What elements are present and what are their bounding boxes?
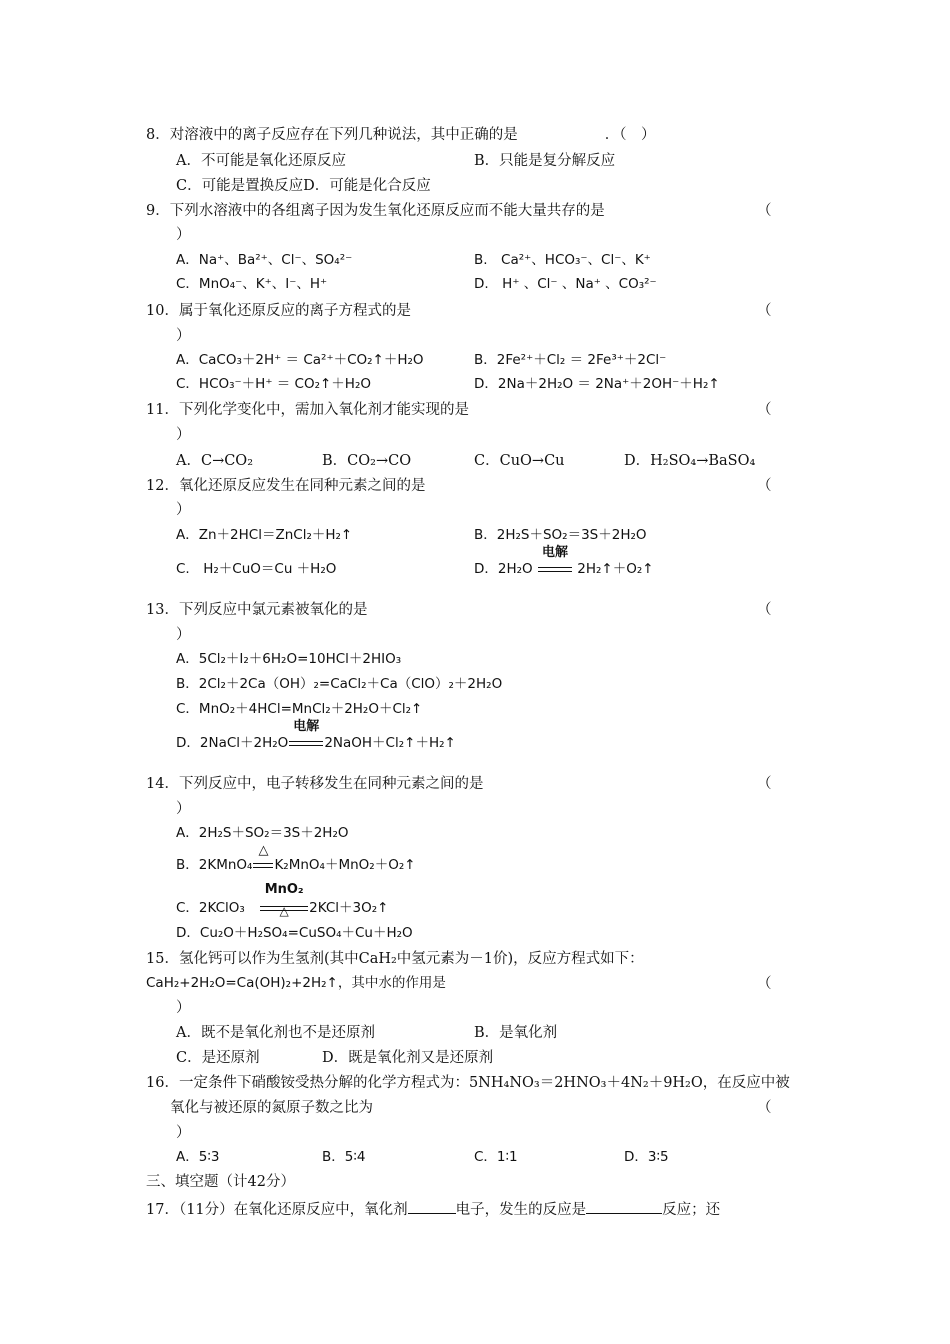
q15-stem-line2: CaH₂+2H₂O=Ca(OH)₂+2H₂↑，其中水的作用是: [146, 975, 446, 991]
q9-paren-right: ）: [176, 227, 191, 243]
q9-option-c: C．MnO₄⁻、K⁺、I⁻、H⁺: [176, 276, 328, 292]
q13-d-left: D．2NaCl＋2H₂O: [176, 735, 289, 751]
q8-stem: 8．对溶液中的离子反应存在下列几种说法，其中正确的是 ．（ ）: [146, 127, 656, 143]
q9-option-b: B. Ca²⁺、HCO₃⁻、Cl⁻、K⁺: [474, 252, 651, 268]
q14-b-right: K₂MnO₄＋MnO₂＋O₂↑: [274, 857, 416, 873]
answer-blank[interactable]: [586, 1200, 662, 1214]
q16-paren-right: ）: [176, 1125, 191, 1141]
q9-option-a: A．Na⁺、Ba²⁺、Cl⁻、SO₄²⁻: [176, 252, 353, 268]
q15-option-d: D．既是氧化剂又是还原剂: [322, 1050, 494, 1066]
q16-option-c: C．1∶1: [474, 1149, 518, 1165]
q15-option-a: A．既不是氧化剂也不是还原剂: [176, 1025, 375, 1041]
q10-option-d: D．2Na＋2H₂O ＝ 2Na⁺＋2OH⁻＋H₂↑: [474, 376, 720, 392]
q14-b-left: B．2KMnO₄: [176, 857, 253, 873]
q12-d-left: D．2H₂O: [474, 561, 533, 577]
q11-option-b: B．CO₂→CO: [322, 453, 412, 469]
q14-option-c: [176, 882, 389, 918]
q14-c-left: C．2KClO₃: [176, 900, 245, 916]
q14-paren-left: （: [757, 776, 772, 792]
q12-option-a: A．Zn＋2HCl＝ZnCl₂＋H₂↑: [176, 527, 353, 543]
q15-stem-line1: 15．氢化钙可以作为生氢剂(其中CaH₂中氢元素为－1价)，反应方程式如下：: [146, 951, 644, 967]
q11-paren-left: （: [757, 402, 772, 418]
q12-stem: 12．氧化还原反应发生在同种元素之间的是: [146, 478, 426, 494]
q10-option-b: B．2Fe²⁺＋Cl₂ ＝ 2Fe³⁺＋2Cl⁻: [474, 352, 667, 368]
q15-paren-right: ）: [176, 1000, 191, 1016]
q15-paren-left: （: [757, 976, 772, 992]
q17-stem: [146, 1200, 720, 1218]
q17-part3: 反应；还: [662, 1202, 721, 1218]
q11-option-a: A．C→CO₂: [176, 453, 254, 469]
q13-option-b: B．2Cl₂＋2Ca（OH）₂=CaCl₂＋Ca（ClO）₂＋2H₂O: [176, 676, 503, 692]
q13-option-a: A．5Cl₂＋I₂＋6H₂O=10HCl＋2HIO₃: [176, 651, 402, 667]
q16-option-d: D．3∶5: [624, 1149, 669, 1165]
q17-part1: 17．（11分）在氧化还原反应中，氧化剂: [146, 1202, 408, 1218]
q13-d-right: 2NaOH＋Cl₂↑＋H₂↑: [324, 735, 456, 751]
electrolysis-condition: [288, 719, 324, 751]
q14-paren-right: ）: [176, 801, 191, 817]
q8-option-cd: C．可能是置换反应D．可能是化合反应: [176, 178, 431, 194]
q15-option-c: C．是还原剂: [176, 1050, 260, 1066]
q9-option-d: D. H⁺ 、Cl⁻ 、Na⁺ 、CO₃²⁻: [474, 276, 657, 292]
q15-option-b: B．是氧化剂: [474, 1025, 558, 1041]
catalyst-label: MnO₂: [264, 882, 304, 897]
q14-option-a: A．2H₂S＋SO₂＝3S＋2H₂O: [176, 825, 349, 841]
q14-option-d: D．Cu₂O＋H₂SO₄=CuSO₄＋Cu＋H₂O: [176, 925, 413, 941]
q12-option-b: B．2H₂S＋SO₂＝3S＋2H₂O: [474, 527, 647, 543]
q14-option-b: [176, 843, 416, 873]
heat-condition: [252, 843, 274, 873]
q14-c-right: 2KCl＋3O₂↑: [309, 900, 389, 916]
q16-option-a: A．5∶3: [176, 1149, 220, 1165]
q8-option-b: B．只能是复分解反应: [474, 153, 616, 169]
q10-paren-left: （: [757, 303, 772, 319]
q16-stem-line1: 16．一定条件下硝酸铵受热分解的化学方程式为：5NH₄NO₃＝2HNO₃＋4N₂＋9H₂O，在反应中被: [146, 1075, 790, 1091]
q9-stem: 9．下列水溶液中的各组离子因为发生氧化还原反应而不能大量共存的是: [146, 203, 605, 219]
q10-option-a: A．CaCO₃＋2H⁺ ＝ Ca²⁺＋CO₂↑＋H₂O: [176, 352, 424, 368]
q11-paren-right: ）: [176, 427, 191, 443]
q10-option-c: C．HCO₃⁻＋H⁺ ＝ CO₂↑＋H₂O: [176, 376, 371, 392]
q8-option-a: A．不可能是氧化还原反应: [176, 153, 346, 169]
heat-icon: △: [258, 843, 269, 858]
q11-stem: 11．下列化学变化中，需加入氧化剂才能实现的是: [146, 402, 469, 418]
q14-stem: 14．下列反应中，电子转移发生在同种元素之间的是: [146, 776, 484, 792]
q10-paren-right: ）: [176, 328, 191, 344]
q17-part2: 电子，发生的反应是: [455, 1202, 587, 1218]
q11-option-d: D．H₂SO₄→BaSO₄: [624, 453, 756, 469]
q16-stem-line2: 氧化与被还原的氮原子数之比为: [170, 1100, 373, 1116]
q13-paren-right: ）: [176, 627, 191, 643]
q13-stem: 13．下列反应中氯元素被氧化的是: [146, 602, 368, 618]
q11-option-c: C．CuO→Cu: [474, 453, 565, 469]
q13-option-c: C．MnO₂＋4HCl=MnCl₂＋2H₂O＋Cl₂↑: [176, 701, 423, 717]
electrolysis-condition: [537, 545, 573, 577]
q10-stem: 10．属于氧化还原反应的离子方程式的是: [146, 303, 411, 319]
section-title: 三、填空题（计42分）: [146, 1174, 295, 1190]
q16-paren-left: （: [757, 1100, 772, 1116]
condition-label: 电解: [293, 719, 320, 734]
catalyst-condition: [259, 882, 309, 918]
q12-option-d: [474, 545, 654, 577]
q12-paren-right: ）: [176, 502, 191, 518]
answer-blank[interactable]: [408, 1200, 456, 1214]
q9-paren-left: （: [757, 203, 772, 219]
q12-paren-left: （: [757, 478, 772, 494]
q13-paren-left: （: [757, 602, 772, 618]
q16-option-b: B．5∶4: [322, 1149, 366, 1165]
q13-option-d: [176, 719, 456, 751]
condition-label: 电解: [541, 545, 568, 560]
q12-d-right: 2H₂↑＋O₂↑: [577, 561, 654, 577]
heat-icon: △: [279, 904, 289, 918]
q12-option-c: C. H₂＋CuO＝Cu ＋H₂O: [176, 561, 337, 577]
